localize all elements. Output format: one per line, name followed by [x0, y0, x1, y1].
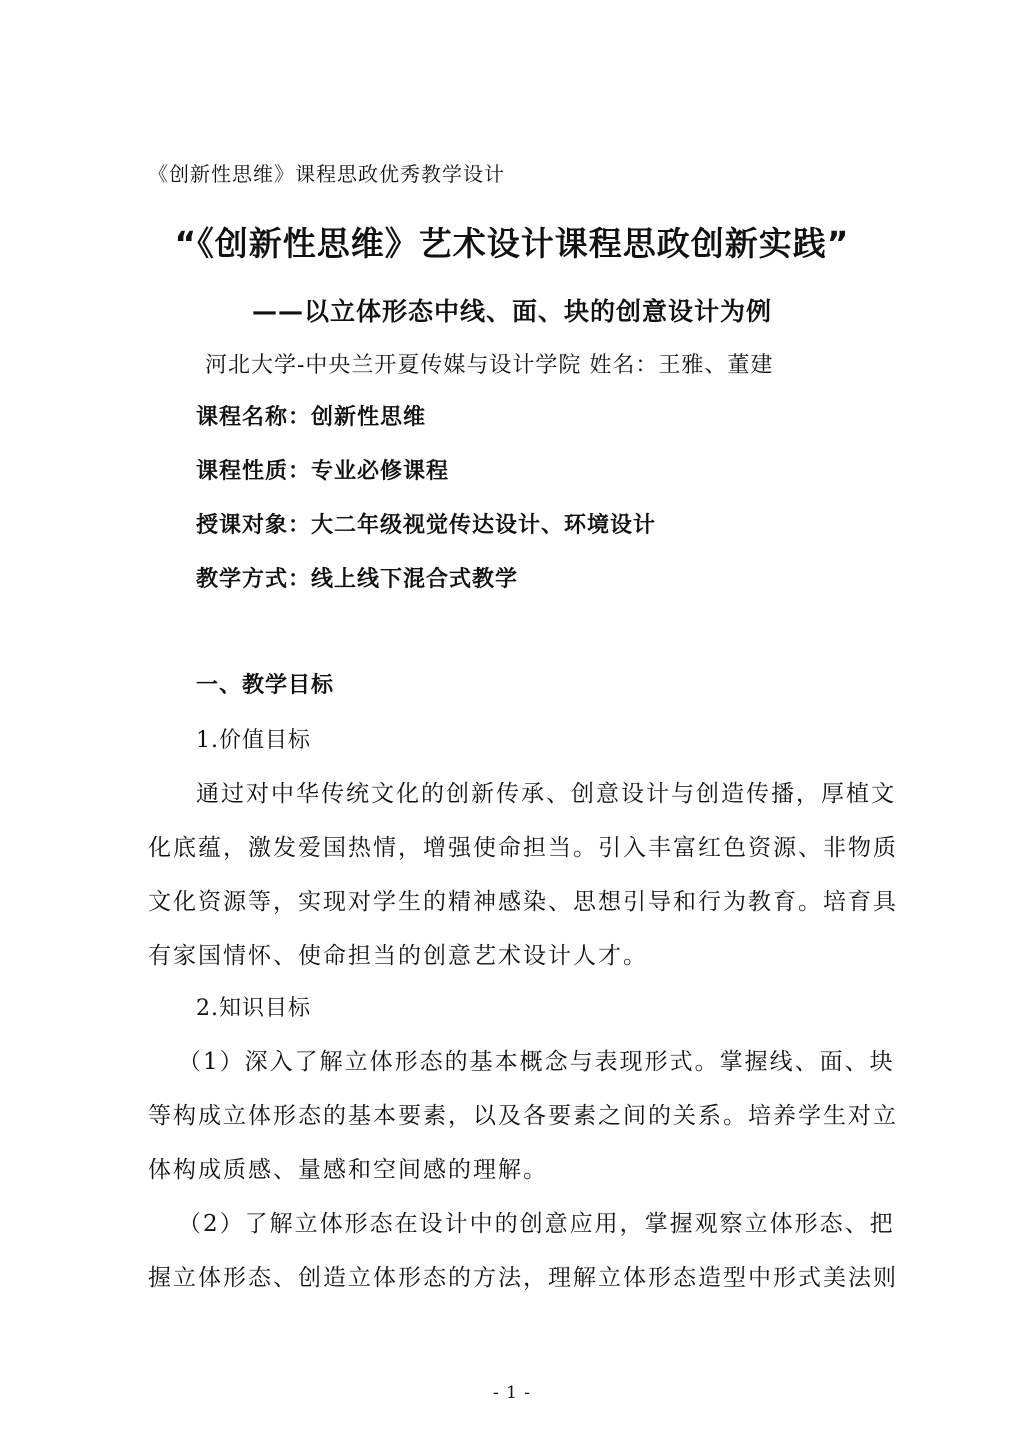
- subsection-heading: 1.价值目标: [196, 728, 311, 753]
- header-line: 《创新性思维》课程思政优秀教学设计: [148, 162, 505, 186]
- paragraph-line: 通过对中华传统文化的创新传承、创意设计与创造传播，厚植文: [196, 781, 896, 807]
- paragraph-line: 等构成立体形态的基本要素，以及各要素之间的关系。培养学生对立: [148, 1103, 898, 1129]
- affiliation-line: 河北大学-中央兰开夏传媒与设计学院 姓名：王雅、董建: [205, 353, 774, 378]
- paragraph-line: 体构成质感、量感和空间感的理解。: [148, 1157, 548, 1183]
- document-subtitle: ——以立体形态中线、面、块的创意设计为例: [251, 297, 772, 326]
- meta-course-type: [196, 454, 449, 485]
- meta-audience: [196, 508, 656, 539]
- paragraph-line: 有家国情怀、使命担当的创意艺术设计人才。: [148, 943, 648, 969]
- paragraph-line: 文化资源等，实现对学生的精神感染、思想引导和行为教育。培育具: [148, 889, 898, 915]
- document-title: “《创新性思维》艺术设计课程思政创新实践”: [174, 224, 850, 263]
- paragraph-line: （2）了解立体形态在设计中的创意应用，掌握观察立体形态、把: [178, 1211, 895, 1237]
- meta-teaching-mode: [196, 562, 518, 593]
- page-number: - 1 -: [492, 1383, 532, 1403]
- meta-label: 课程名称：: [196, 405, 312, 430]
- meta-value: 大二年级视觉传达设计、环境设计: [311, 513, 657, 538]
- meta-label: 课程性质：: [196, 459, 312, 484]
- subsection-heading: 2.知识目标: [196, 996, 311, 1021]
- meta-course-name: [196, 400, 426, 431]
- meta-value: 创新性思维: [311, 405, 427, 430]
- section-heading: 一、教学目标: [196, 673, 335, 698]
- paragraph-line: 握立体形态、创造立体形态的方法，理解立体形态造型中形式美法则: [148, 1265, 898, 1291]
- meta-value: 专业必修课程: [311, 459, 450, 484]
- paragraph-line: （1）深入了解立体形态的基本概念与表现形式。掌握线、面、块: [178, 1049, 895, 1075]
- meta-label: 授课对象：: [196, 513, 312, 538]
- paragraph-line: 化底蕴，激发爱国热情，增强使命担当。引入丰富红色资源、非物质: [148, 835, 898, 861]
- meta-label: 教学方式：: [196, 567, 312, 592]
- meta-value: 线上线下混合式教学: [311, 567, 519, 592]
